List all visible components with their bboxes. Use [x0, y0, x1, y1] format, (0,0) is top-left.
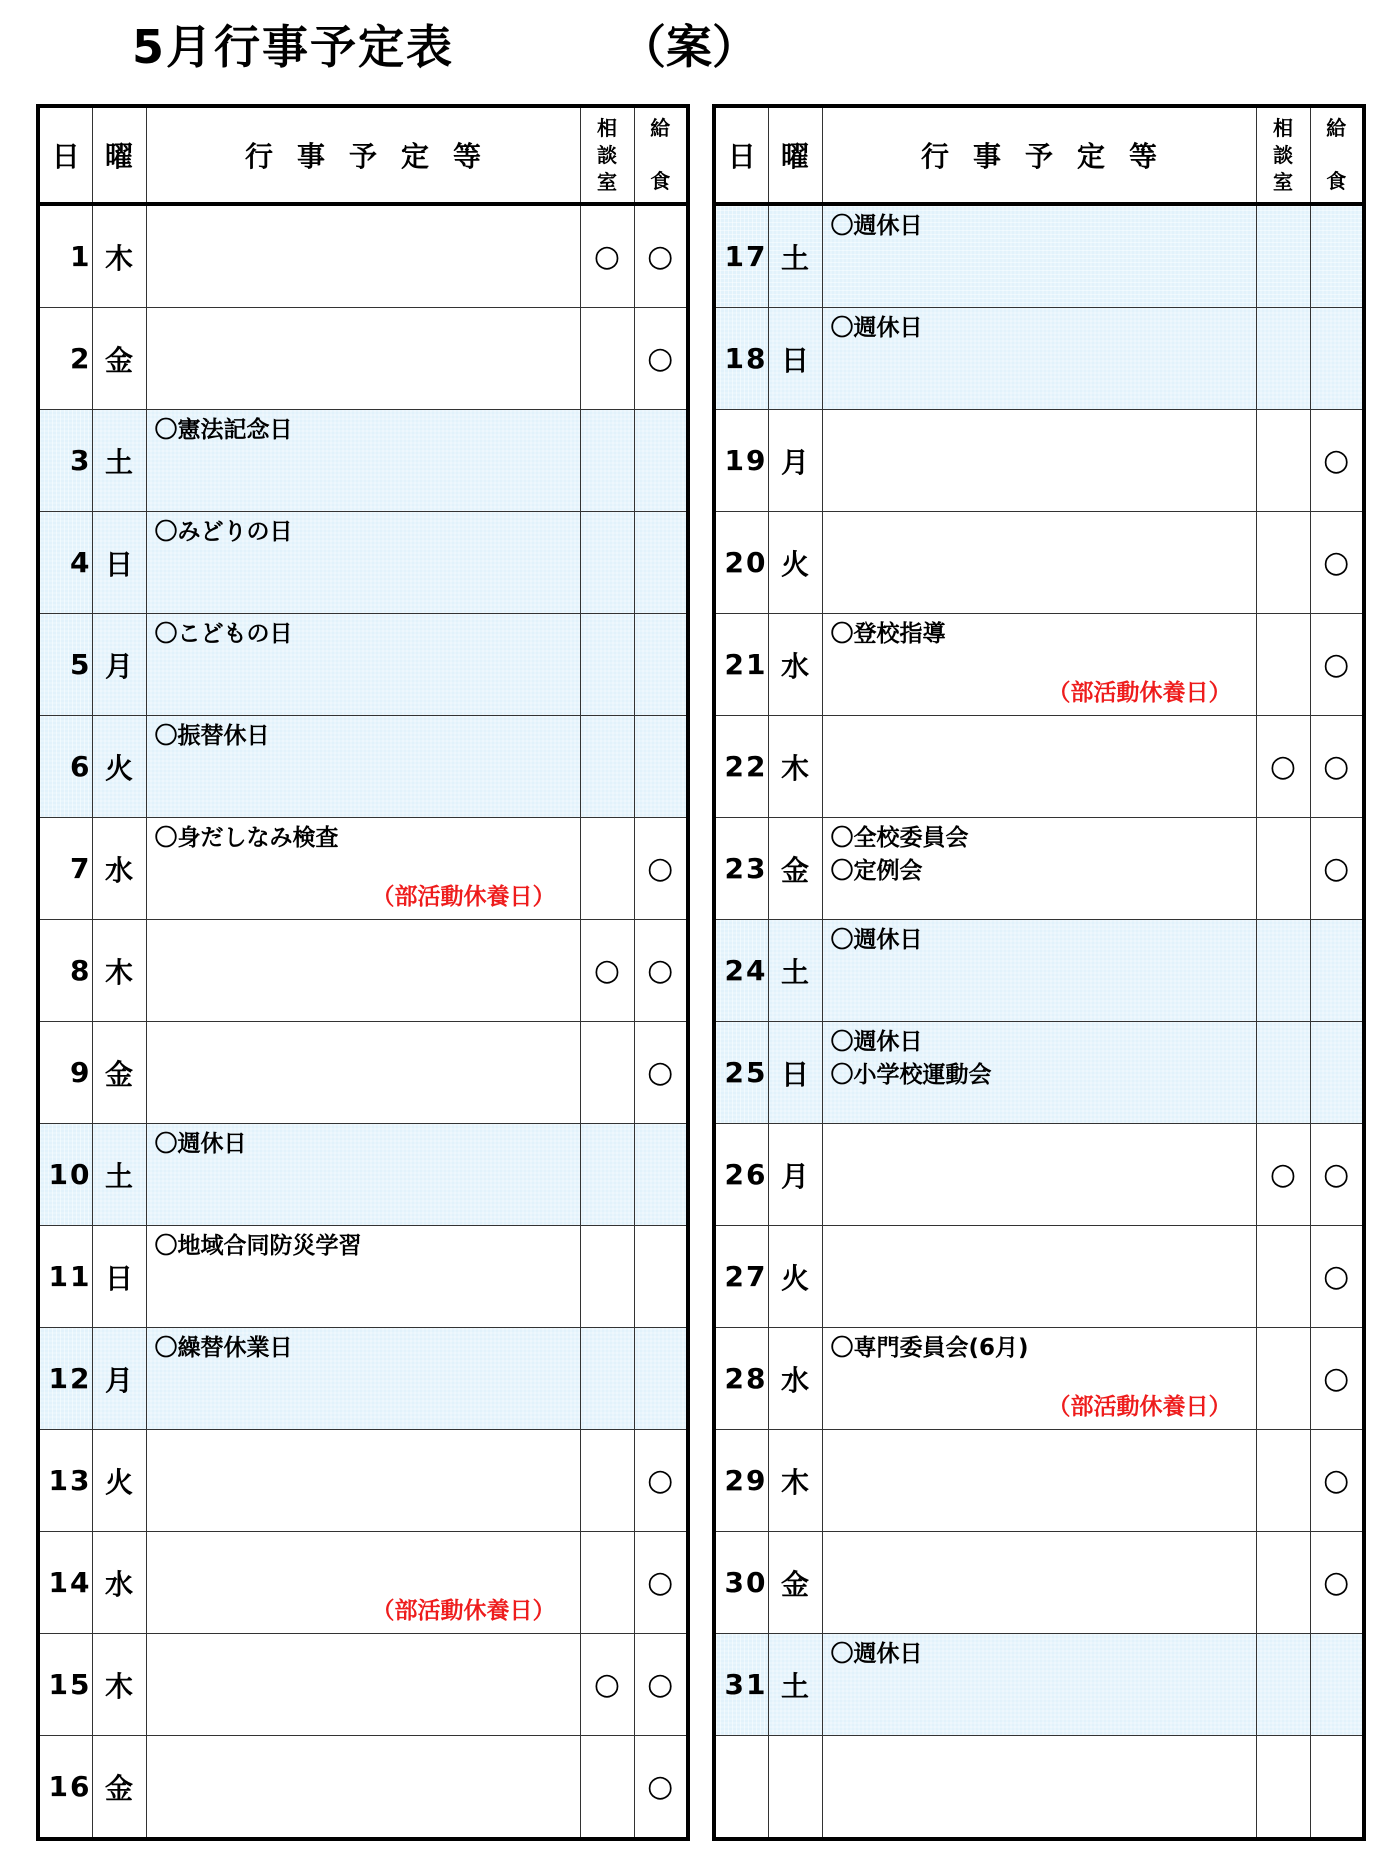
event-list — [147, 1634, 580, 1638]
weekday-cell: 土 — [92, 410, 146, 512]
weekday-cell: 日 — [768, 308, 822, 410]
header-weekday: 曜 — [92, 106, 146, 204]
event-list — [823, 1430, 1256, 1434]
lunch-cell: ○ — [634, 920, 688, 1022]
consult-cell — [1256, 410, 1310, 512]
lunch-cell — [634, 512, 688, 614]
event-list — [147, 512, 580, 549]
header-lunch-char: 給 — [1326, 116, 1347, 140]
consult-cell — [580, 410, 634, 512]
header-lunch-char: 給 — [650, 116, 671, 140]
schedule-row — [38, 308, 688, 410]
lunch-cell — [1310, 1022, 1364, 1124]
lunch-cell: ○ — [1310, 410, 1364, 512]
day-cell: 25 — [714, 1022, 768, 1124]
day-cell: 16 — [38, 1736, 92, 1840]
day-cell: 2 — [38, 308, 92, 410]
event-item: 〇専門委員会(6月) — [830, 1335, 1029, 1361]
lunch-cell: ○ — [1310, 818, 1364, 920]
events-cell — [146, 1634, 580, 1736]
consult-cell — [580, 716, 634, 818]
events-cell — [822, 920, 1256, 1022]
consult-cell — [580, 512, 634, 614]
event-list — [823, 1532, 1256, 1536]
event-list — [147, 614, 580, 651]
lunch-cell: ○ — [1310, 1124, 1364, 1226]
events-cell — [146, 716, 580, 818]
consult-cell — [580, 1532, 634, 1634]
events-cell — [146, 1124, 580, 1226]
events-cell — [146, 1226, 580, 1328]
event-list — [823, 1736, 1256, 1740]
schedule-row — [714, 1532, 1364, 1634]
lunch-cell — [634, 614, 688, 716]
lunch-cell — [634, 1226, 688, 1328]
consult-cell — [580, 614, 634, 716]
events-cell — [146, 512, 580, 614]
header-consult-char: 相 — [1273, 115, 1293, 140]
weekday-cell: 土 — [92, 1124, 146, 1226]
events-cell — [822, 1226, 1256, 1328]
consult-cell — [1256, 920, 1310, 1022]
event-item: 〇週休日 — [830, 315, 923, 341]
weekday-cell: 金 — [768, 1532, 822, 1634]
weekday-cell: 火 — [92, 1430, 146, 1532]
schedule-row — [714, 1430, 1364, 1532]
event-item: 〇定例会 — [830, 858, 923, 884]
day-cell: 15 — [38, 1634, 92, 1736]
draft-label: （案） — [620, 20, 758, 74]
day-cell: 6 — [38, 716, 92, 818]
weekday-cell: 月 — [768, 1124, 822, 1226]
schedule-row — [714, 1328, 1364, 1430]
page-title: 5月行事予定表 — [132, 20, 455, 74]
event-item: 〇週休日 — [830, 1641, 923, 1667]
event-list — [823, 1124, 1256, 1128]
header-consult — [580, 106, 634, 204]
lunch-cell — [1310, 204, 1364, 308]
day-cell: 10 — [38, 1124, 92, 1226]
event-item: 〇繰替休業日 — [154, 1335, 293, 1361]
events-cell — [822, 1736, 1256, 1840]
events-cell — [822, 204, 1256, 308]
weekday-cell: 水 — [768, 1328, 822, 1430]
event-list — [147, 1226, 580, 1263]
weekday-cell: 金 — [92, 1022, 146, 1124]
schedule-row — [714, 1634, 1364, 1736]
header-events-label: 行事予定等 — [920, 140, 1181, 173]
event-list — [823, 716, 1256, 720]
event-list — [823, 1328, 1256, 1365]
event-list — [823, 410, 1256, 414]
event-list — [147, 308, 580, 312]
schedule-row — [38, 1532, 688, 1634]
weekday-cell: 火 — [92, 716, 146, 818]
schedule-row — [38, 1226, 688, 1328]
weekday-cell: 水 — [92, 1532, 146, 1634]
consult-cell — [1256, 1634, 1310, 1736]
header-events — [146, 106, 580, 204]
day-cell — [714, 1736, 768, 1840]
weekday-cell: 水 — [768, 614, 822, 716]
events-cell — [146, 410, 580, 512]
event-list — [147, 1022, 580, 1026]
schedule-row — [38, 716, 688, 818]
lunch-cell: ○ — [1310, 1226, 1364, 1328]
lunch-cell: ○ — [634, 1022, 688, 1124]
weekday-cell: 土 — [768, 920, 822, 1022]
weekday-cell: 木 — [92, 1634, 146, 1736]
event-list — [823, 1634, 1256, 1671]
day-cell: 4 — [38, 512, 92, 614]
event-list — [823, 1226, 1256, 1230]
consult-cell — [1256, 614, 1310, 716]
schedule-row — [38, 1328, 688, 1430]
weekday-cell: 月 — [768, 410, 822, 512]
day-cell: 22 — [714, 716, 768, 818]
header-day: 日 — [38, 106, 92, 204]
weekday-cell — [768, 1736, 822, 1840]
day-cell: 14 — [38, 1532, 92, 1634]
lunch-cell: ○ — [1310, 1430, 1364, 1532]
club-rest-note: （部活動休養日） — [1047, 680, 1232, 706]
event-list — [823, 308, 1256, 345]
schedule-row — [714, 614, 1364, 716]
schedule-row — [714, 1022, 1364, 1124]
event-item: 〇小学校運動会 — [830, 1062, 992, 1088]
events-cell — [822, 1430, 1256, 1532]
day-cell: 1 — [38, 204, 92, 308]
day-cell: 12 — [38, 1328, 92, 1430]
header-lunch — [1310, 106, 1364, 204]
event-list — [823, 614, 1256, 651]
schedule-row — [38, 1430, 688, 1532]
day-cell: 9 — [38, 1022, 92, 1124]
header-consult-char: 相 — [597, 115, 617, 140]
lunch-cell: ○ — [634, 204, 688, 308]
lunch-cell: ○ — [634, 308, 688, 410]
event-item: 〇週休日 — [830, 213, 923, 239]
event-item: 〇週休日 — [830, 1029, 923, 1055]
day-cell: 30 — [714, 1532, 768, 1634]
lunch-cell: ○ — [1310, 614, 1364, 716]
day-cell: 17 — [714, 204, 768, 308]
consult-cell — [1256, 1736, 1310, 1840]
event-list — [147, 206, 580, 210]
schedule-row — [38, 410, 688, 512]
weekday-cell: 日 — [92, 512, 146, 614]
lunch-cell: ○ — [634, 818, 688, 920]
club-rest-note: （部活動休養日） — [371, 884, 556, 910]
events-cell — [822, 308, 1256, 410]
event-list — [147, 818, 580, 855]
lunch-cell: ○ — [1310, 1328, 1364, 1430]
events-cell — [146, 308, 580, 410]
schedule-row — [714, 512, 1364, 614]
consult-cell — [580, 308, 634, 410]
lunch-cell — [634, 716, 688, 818]
consult-cell — [1256, 1328, 1310, 1430]
header-lunch-char: 食 — [650, 169, 671, 193]
schedule-row — [714, 716, 1364, 818]
weekday-cell: 木 — [768, 1430, 822, 1532]
schedule-row — [38, 512, 688, 614]
event-item: 〇全校委員会 — [830, 825, 969, 851]
weekday-cell: 金 — [92, 1736, 146, 1840]
lunch-cell — [634, 410, 688, 512]
event-list — [823, 206, 1256, 243]
event-list — [823, 920, 1256, 957]
weekday-cell: 土 — [768, 204, 822, 308]
weekday-cell: 木 — [92, 920, 146, 1022]
consult-cell — [1256, 1022, 1310, 1124]
day-cell: 27 — [714, 1226, 768, 1328]
event-list — [147, 1532, 580, 1536]
event-item: 〇憲法記念日 — [154, 417, 293, 443]
event-list — [823, 818, 1256, 888]
weekday-cell: 水 — [92, 818, 146, 920]
schedule-row — [714, 308, 1364, 410]
day-cell: 23 — [714, 818, 768, 920]
schedule-table-right — [712, 104, 1366, 1841]
consult-cell: ○ — [580, 204, 634, 308]
schedule-row — [714, 1226, 1364, 1328]
consult-cell: ○ — [1256, 716, 1310, 818]
event-list — [147, 1736, 580, 1740]
consult-cell — [1256, 204, 1310, 308]
day-cell: 5 — [38, 614, 92, 716]
event-item: 〇みどりの日 — [154, 519, 293, 545]
events-cell — [822, 410, 1256, 512]
event-list — [147, 1328, 580, 1365]
day-cell: 8 — [38, 920, 92, 1022]
event-item: 〇振替休日 — [154, 723, 270, 749]
weekday-cell: 火 — [768, 1226, 822, 1328]
lunch-cell: ○ — [634, 1634, 688, 1736]
consult-cell — [1256, 1226, 1310, 1328]
header-events — [822, 106, 1256, 204]
weekday-cell: 月 — [92, 1328, 146, 1430]
day-cell: 26 — [714, 1124, 768, 1226]
day-cell: 13 — [38, 1430, 92, 1532]
event-list — [823, 512, 1256, 516]
day-cell: 7 — [38, 818, 92, 920]
consult-cell — [1256, 1430, 1310, 1532]
consult-cell: ○ — [580, 920, 634, 1022]
header-lunch — [634, 106, 688, 204]
event-list — [147, 716, 580, 753]
consult-cell — [580, 818, 634, 920]
events-cell — [822, 614, 1256, 716]
consult-cell — [1256, 308, 1310, 410]
schedule-row — [714, 818, 1364, 920]
consult-cell — [1256, 818, 1310, 920]
lunch-cell: ○ — [634, 1532, 688, 1634]
weekday-cell: 金 — [92, 308, 146, 410]
day-cell: 28 — [714, 1328, 768, 1430]
event-list — [147, 1124, 580, 1161]
weekday-cell: 日 — [92, 1226, 146, 1328]
event-list — [147, 1430, 580, 1434]
event-item: 〇週休日 — [830, 927, 923, 953]
events-cell — [822, 1532, 1256, 1634]
schedule-row — [38, 614, 688, 716]
schedule-row — [38, 1124, 688, 1226]
header-weekday: 曜 — [768, 106, 822, 204]
day-cell: 21 — [714, 614, 768, 716]
events-cell — [822, 1022, 1256, 1124]
schedule-row — [714, 920, 1364, 1022]
schedule-row — [38, 1022, 688, 1124]
lunch-cell — [1310, 1736, 1364, 1840]
lunch-cell — [1310, 1634, 1364, 1736]
header-consult-char: 室 — [597, 169, 617, 194]
events-cell — [822, 1328, 1256, 1430]
consult-cell — [1256, 512, 1310, 614]
lunch-cell: ○ — [1310, 1532, 1364, 1634]
day-cell: 11 — [38, 1226, 92, 1328]
schedule-row — [38, 1736, 688, 1840]
club-rest-note: （部活動休養日） — [371, 1598, 556, 1624]
weekday-cell: 木 — [768, 716, 822, 818]
events-cell — [822, 512, 1256, 614]
header-lunch-char: 食 — [1326, 169, 1347, 193]
events-cell — [822, 1634, 1256, 1736]
weekday-cell: 金 — [768, 818, 822, 920]
schedule-body-right — [714, 204, 1364, 1839]
weekday-cell: 月 — [92, 614, 146, 716]
header-row — [714, 106, 1364, 204]
lunch-cell: ○ — [1310, 716, 1364, 818]
events-cell — [822, 1124, 1256, 1226]
events-cell — [146, 204, 580, 308]
schedule-table-left — [36, 104, 690, 1841]
day-cell: 3 — [38, 410, 92, 512]
day-cell: 31 — [714, 1634, 768, 1736]
header-events-label: 行事予定等 — [244, 140, 505, 173]
event-item: 〇身だしなみ検査 — [154, 825, 339, 851]
event-item: 〇週休日 — [154, 1131, 247, 1157]
lunch-cell — [1310, 308, 1364, 410]
events-cell — [146, 1736, 580, 1840]
lunch-cell — [634, 1124, 688, 1226]
lunch-cell: ○ — [1310, 512, 1364, 614]
weekday-cell: 木 — [92, 204, 146, 308]
events-cell — [146, 1430, 580, 1532]
schedule-row — [714, 204, 1364, 308]
schedule-row — [714, 1124, 1364, 1226]
consult-cell — [580, 1124, 634, 1226]
consult-cell: ○ — [580, 1634, 634, 1736]
day-cell: 20 — [714, 512, 768, 614]
consult-cell — [580, 1430, 634, 1532]
events-cell — [146, 1022, 580, 1124]
lunch-cell: ○ — [634, 1736, 688, 1840]
header-consult-char: 室 — [1273, 169, 1293, 194]
weekday-cell: 火 — [768, 512, 822, 614]
schedule-row — [38, 1634, 688, 1736]
schedule-row — [38, 818, 688, 920]
club-rest-note: （部活動休養日） — [1047, 1394, 1232, 1420]
consult-cell: ○ — [1256, 1124, 1310, 1226]
event-list — [823, 1022, 1256, 1092]
lunch-cell — [634, 1328, 688, 1430]
schedule-row — [38, 204, 688, 308]
consult-cell — [580, 1226, 634, 1328]
header-row — [38, 106, 688, 204]
lunch-cell — [1310, 920, 1364, 1022]
events-cell — [146, 818, 580, 920]
consult-cell — [580, 1736, 634, 1840]
header-consult-char: 談 — [1273, 142, 1293, 167]
weekday-cell: 日 — [768, 1022, 822, 1124]
consult-cell — [580, 1328, 634, 1430]
consult-cell — [1256, 1532, 1310, 1634]
events-cell — [822, 716, 1256, 818]
events-cell — [146, 1328, 580, 1430]
header-consult-char: 談 — [597, 142, 617, 167]
schedule-body-left — [38, 204, 688, 1839]
day-cell: 18 — [714, 308, 768, 410]
day-cell: 29 — [714, 1430, 768, 1532]
event-item: 〇こどもの日 — [154, 621, 293, 647]
events-cell — [822, 818, 1256, 920]
event-list — [147, 410, 580, 447]
event-item: 〇地域合同防災学習 — [154, 1233, 362, 1259]
events-cell — [146, 614, 580, 716]
day-cell: 24 — [714, 920, 768, 1022]
day-cell: 19 — [714, 410, 768, 512]
events-cell — [146, 1532, 580, 1634]
schedule-row — [714, 1736, 1364, 1840]
weekday-cell: 土 — [768, 1634, 822, 1736]
header-consult — [1256, 106, 1310, 204]
header-day: 日 — [714, 106, 768, 204]
consult-cell — [580, 1022, 634, 1124]
schedule-row — [38, 920, 688, 1022]
schedule-row — [714, 410, 1364, 512]
event-item: 〇登校指導 — [830, 621, 946, 647]
lunch-cell: ○ — [634, 1430, 688, 1532]
events-cell — [146, 920, 580, 1022]
event-list — [147, 920, 580, 924]
